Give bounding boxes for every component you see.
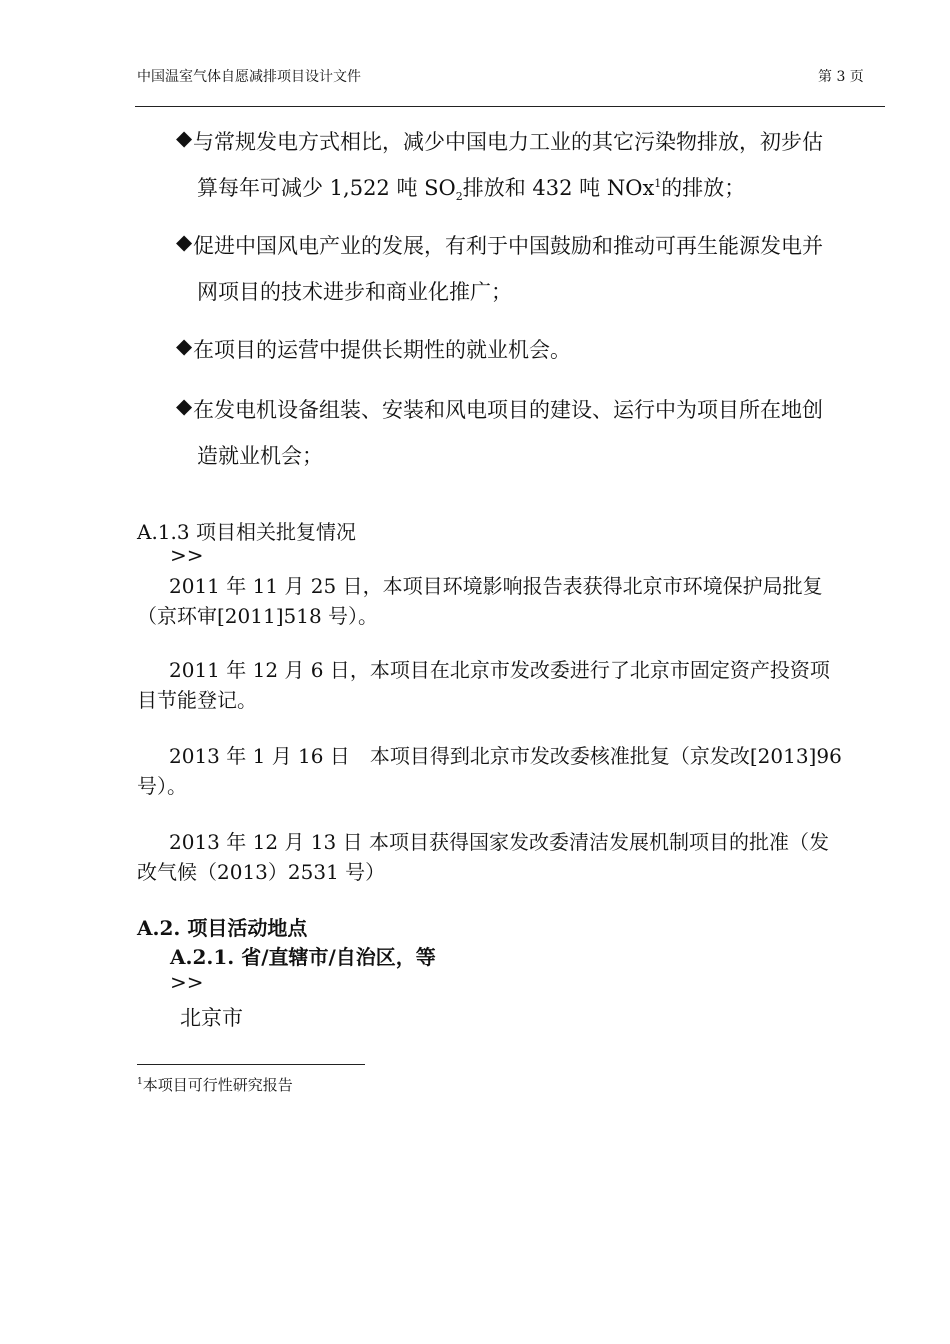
approval-3-line-2: 号）。 [137,774,187,798]
bullet-1-line-1: 与常规发电方式相比，减少中国电力工业的其它污染物排放，初步估 [193,130,823,154]
bullet-2-line-2: 网项目的技术进步和商业化推广； [197,280,512,304]
bullet-2-line-1: 促进中国风电产业的发展，有利于中国鼓励和推动可再生能源发电并 [193,234,823,258]
approval-1-line-1: 2011 年 11 月 25 日，本项目环境影响报告表获得北京市环境保护局批复 [169,574,823,598]
section-heading-a2: A.2. 项目活动地点 [137,916,308,940]
section-marker: >> [170,970,204,994]
footnote-divider [137,1064,365,1065]
section-marker: >> [170,543,204,567]
approval-4-line-2: 改气候（2013）2531 号） [137,860,386,884]
header-divider [135,106,885,107]
approval-2-line-1: 2011 年 12 月 6 日，本项目在北京市发改委进行了北京市固定资产投资项 [169,658,830,682]
bullet-3-line-1: 在项目的运营中提供长期性的就业机会。 [193,338,571,362]
approval-1-line-2: （京环审[2011]518 号）。 [137,604,379,628]
bullet-icon: ◆ [176,334,193,358]
bullet-icon: ◆ [176,394,193,418]
bullet-1-line-2: 算每年可减少 1,522 吨 $SO_2$排放和 432 吨 NOx$^1$的排放； [197,176,746,204]
subsection-heading-a21: A.2.1. 省/直辖市/自治区，等 [170,945,436,969]
bullet-icon: ◆ [176,230,193,254]
bullet-icon: ◆ [176,126,193,150]
footnote: $^1$本项目可行性研究报告 [137,1076,293,1094]
page-number: 第 3 页 [818,69,864,85]
bullet-4-line-2: 造就业机会； [197,444,323,468]
bullet-4-line-1: 在发电机设备组装、安装和风电项目的建设、运行中为项目所在地创 [193,398,823,422]
location-value: 北京市 [180,1006,243,1030]
approval-2-line-2: 目节能登记。 [137,688,257,712]
section-heading-a13: A.1.3 项目相关批复情况 [137,520,356,544]
approval-4-line-1: 2013 年 12 月 13 日 本项目获得国家发改委清洁发展机制项目的批准（发 [169,830,829,854]
approval-3-line-1: 2013 年 1 月 16 日 本项目得到北京市发改委核准批复（京发改[2013]96 [169,744,842,768]
document-title: 中国温室气体自愿减排项目设计文件 [137,69,361,85]
